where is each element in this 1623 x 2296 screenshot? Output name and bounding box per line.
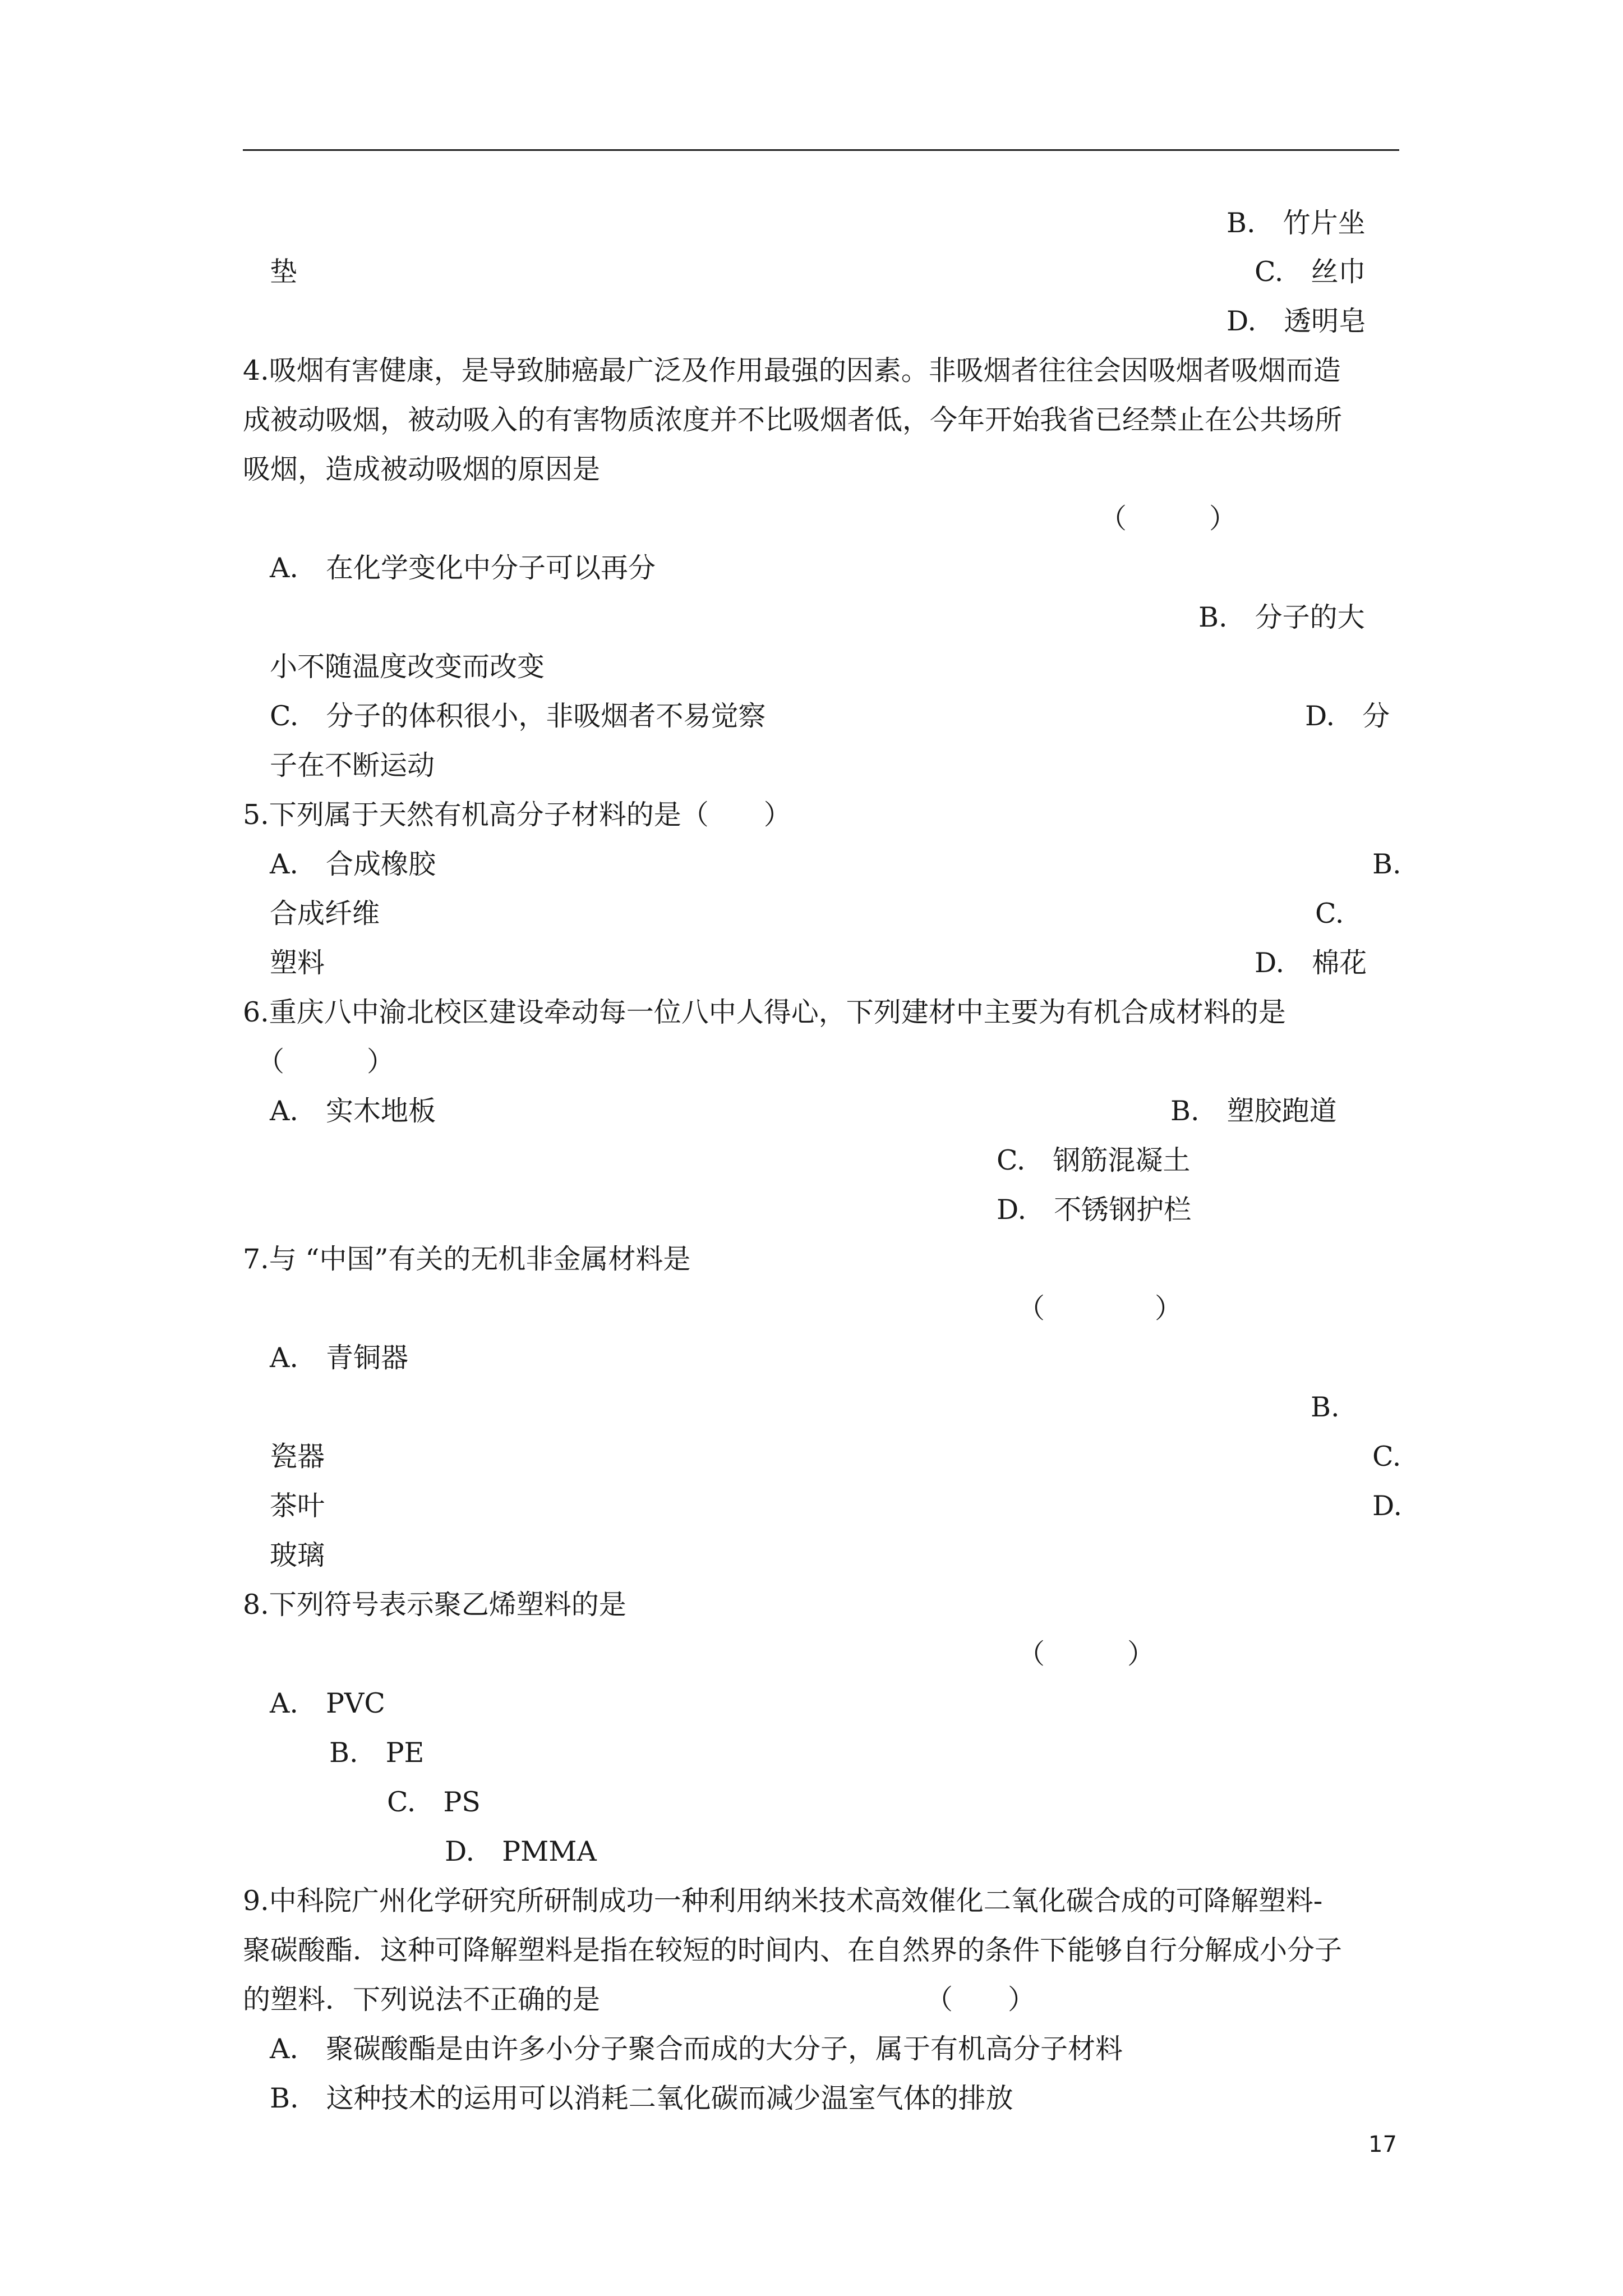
option-9b: B. 这种技术的运用可以消耗二氧化碳而减少温室气体的排放 [270,2082,1013,2114]
option-4a: A. 在化学变化中分子可以再分 [270,552,656,584]
option-6c: C. 钢筋混凝土 [997,1144,1191,1176]
option-6b: B. 塑胶跑道 [1170,1095,1337,1127]
option-7d: D. [1372,1490,1403,1522]
option-5d: D. 棉花 [1255,947,1367,979]
option-7a: A. 青铜器 [270,1342,408,1374]
option-3b-wrap: 垫 [270,256,298,288]
option-7b: B. [1311,1391,1340,1423]
option-5a: A. 合成橡胶 [270,848,436,880]
question-4-line3: 吸烟，造成被动吸烟的原因是 [243,453,601,485]
option-6a: A. 实木地板 [270,1095,436,1127]
question-7: 7.与 “中国”有关的无机非金属材料是 [243,1243,691,1275]
option-4d-wrap: 子在不断运动 [270,749,435,781]
option-4b: B. 分子的大 [1198,601,1365,633]
page-number: 17 [1368,2132,1397,2157]
option-5b: B. [1372,848,1401,880]
question-5: 5.下列属于天然有机高分子材料的是（ ） [243,799,791,831]
option-8c: C. PS [387,1786,481,1818]
question-8-blank: （ ） [1017,1638,1155,1670]
question-6: 6.重庆八中渝北校区建设牵动每一位八中人得心，下列建材中主要为有机合成材料的是 [243,996,1286,1028]
option-5c-wrap: 塑料 [270,947,325,979]
option-3c: C. 丝巾 [1255,256,1366,288]
option-5c: C. [1315,898,1344,930]
question-6-blank: （ ） [257,1046,395,1078]
option-4d: D. 分 [1305,700,1390,732]
option-3b: B. 竹片坐 [1227,207,1366,239]
option-6d: D. 不锈钢护栏 [997,1194,1192,1226]
question-9-line3: 的塑料．下列说法不正确的是 [243,1984,601,2016]
question-4-line1: 4.吸烟有害健康，是导致肺癌最广泛及作用最强的因素。非吸烟者往往会因吸烟者吸烟而造 [243,355,1341,386]
option-7b-wrap: 瓷器 [270,1441,325,1473]
option-4b-wrap: 小不随温度改变而改变 [270,651,545,683]
question-9-blank: （ ） [925,1984,1036,2016]
option-8b: B. PE [329,1737,425,1769]
question-4-blank: （ ） [1099,503,1237,535]
question-9-line2: 聚碳酸酯．这种可降解塑料是指在较短的时间内、在自然界的条件下能够自行分解成小分子 [243,1934,1343,1966]
option-8d: D. PMMA [445,1835,597,1867]
option-5b-wrap: 合成纤维 [270,898,380,930]
question-8: 8.下列符号表示聚乙烯塑料的是 [243,1589,626,1621]
question-4-line2: 成被动吸烟，被动吸入的有害物质浓度并不比吸烟者低，今年开始我省已经禁止在公共场所 [243,404,1343,436]
option-3d: D. 透明皂 [1227,305,1367,337]
option-4c: C. 分子的体积很小，非吸烟者不易觉察 [270,700,766,732]
option-8a: A. PVC [270,1687,385,1719]
option-9a: A. 聚碳酸酯是由许多小分子聚合而成的大分子，属于有机高分子材料 [270,2033,1123,2065]
option-7c: C. [1372,1441,1401,1473]
question-7-blank: （ ） [1017,1292,1183,1324]
option-7c-wrap: 茶叶 [270,1490,325,1522]
header-rule [243,149,1399,151]
option-7d-wrap: 玻璃 [270,1539,325,1571]
question-9-line1: 9.中科院广州化学研究所研制成功一种利用纳米技术高效催化二氧化碳合成的可降解塑料- [243,1885,1323,1917]
